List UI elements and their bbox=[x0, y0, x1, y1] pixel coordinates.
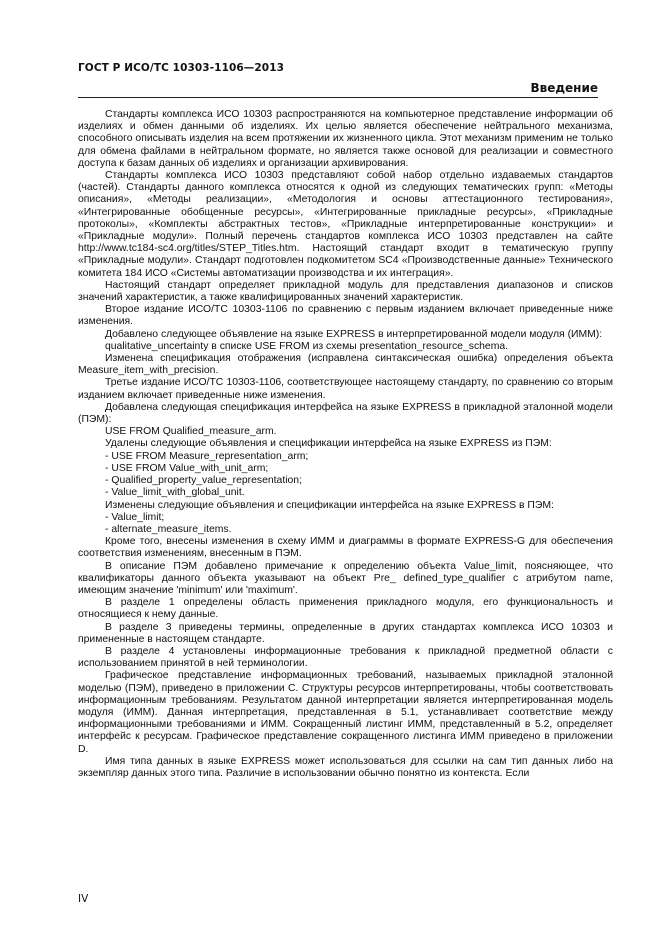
paragraph: Стандарты комплекса ИСО 10303 представляют собой набор отдельно издаваемых стандартов (частей). Стандарты данного комплекса относятся к одной из следующих тематических групп: «Методы описания», «Методы реализации», «Методология и основы аттестационного тестирования», «Интегрированные обобщенные ресурсы», «Интегрированные прикладные ресурсы», «Прикладные протоколы», «Комплекты абстрактных тестов», «Прикладные интерпретированные конструкции» и «Прикладные модули». Полный перечень стандартов комплекса ИСО 10303 представлен на сайте http://www.tc184-sc4.org/titles/STEP_Titles.htm. Настоящий стандарт входит в тематическую группу «Прикладные модули». Стандарт подготовлен подкомитетом SC4 «Производственные данные» Технического комитета 184 ИСО «Системы автоматизации производства и их интеграция». bbox=[78, 170, 613, 279]
paragraph: Удалены следующие объявления и спецификации интерфейса на языке EXPRESS из ПЭМ: bbox=[105, 438, 552, 450]
standard-header: ГОСТ Р ИСО/ТС 10303-1106—2013 bbox=[78, 62, 285, 74]
paragraph: Графическое представление информационных требований, называемых прикладной эталонной моделью (ПЭМ), приведено в приложении С. Структуры ресурсов интерпретированы, чтобы соответствовать информационным требованиям. Результатом данной интерпретации является интерпретированная модель модуля (ИММ). Данная интерпретация, представленная в 5.1, устанавливает соответствие между информационными требованиями и ИММ. Сокращенный листинг ИММ, представленный в 5.2, определяет интерфейс к ресурсам. Графическое представление сокращенного листинга ИММ приведено в приложении D. bbox=[78, 670, 613, 755]
paragraph: В разделе 3 приведены термины, определенные в других стандартах комплекса ИСО 10303 и примененные в настоящем стандарте. bbox=[78, 621, 613, 645]
paragraph: USE FROM Qualified_measure_arm. bbox=[105, 426, 277, 438]
list-item: - USE FROM Value_with_unit_arm; bbox=[78, 463, 613, 475]
paragraph: Изменены следующие объявления и спецификации интерфейса на языке EXPRESS в ПЭМ: bbox=[105, 499, 554, 511]
paragraph: В разделе 4 установлены информационные требования к прикладной предметной области с использованием принятой в ней терминологии. bbox=[78, 645, 613, 670]
paragraph: Стандарты комплекса ИСО 10303 распространяются на компьютерное представление информации об изделиях и обмен данными об изделиях. Их целью является обеспечение нейтрального механизма, способного описывать изделия на всем протяжении их жизненного цикла. Этот механизм применим не только для обмена файлами в нейтральном формате, но является также основой для реализации и совместного доступа к базам данных об изделиях и организации архивирования. bbox=[78, 109, 613, 169]
paragraph: Третье издание ИСО/ТС 10303-1106, соответствующее настоящему стандарту, по сравнению со вторым изданием включает приведенные ниже изменения. bbox=[78, 377, 613, 401]
paragraph: Кроме того, внесены изменения в схему ИММ и диаграммы в формате EXPRESS-G для обеспечения соответствия изменениям, внесенным в ПЭМ. bbox=[78, 536, 613, 560]
paragraph: Изменена спецификация отображения (исправлена синтаксическая ошибка) определения объекта Measure_item_with_precision. bbox=[78, 353, 613, 377]
list-item: - Value_limit_with_global_unit. bbox=[78, 487, 613, 499]
list-item: - Value_limit; bbox=[78, 512, 613, 524]
paragraph: Настоящий стандарт определяет прикладной модуль для представления диапазонов и списков значений характеристик, а также квалифицированных значений характеристик. bbox=[78, 279, 613, 304]
paragraph: Второе издание ИСО/ТС 10303-1106 по сравнению с первым изданием включает приведенные ниже изменения. bbox=[78, 304, 613, 328]
list-item: - Qualified_property_value_representation; bbox=[78, 475, 613, 487]
title-rule bbox=[78, 97, 598, 98]
paragraph: Имя типа данных в языке EXPRESS может использоваться для ссылки на сам тип данных либо на экземпляр данных этого типа. Различие в использовании обычно понятно из контекста. Если bbox=[78, 755, 613, 779]
list-item: - USE FROM Measure_representation_arm; bbox=[78, 451, 613, 463]
paragraph: В описание ПЭМ добавлено примечание к определению объекта Value_limit, поясняющее, что квалификаторы данного объекта указывают на объект Pre_ defined_type_qualifier с атрибутом name, имеющим значение 'minimum' или 'maximum'. bbox=[78, 560, 613, 596]
list-item: - alternate_measure_items. bbox=[78, 524, 613, 536]
paragraph: qualitative_uncertainty в списке USE FROM из схемы presentation_resource_schema. bbox=[105, 340, 509, 352]
section-title: Введение bbox=[530, 81, 598, 95]
paragraph: Добавлено следующее объявление на языке EXPRESS в интерпретированной модели модуля (ИММ): bbox=[105, 328, 603, 340]
paragraph: Добавлена следующая спецификация интерфейса на языке EXPRESS в прикладной эталонной модели (ПЭМ): bbox=[78, 401, 613, 426]
paragraph: В разделе 1 определены область применения прикладного модуля, его функциональность и относящиеся к нему данные. bbox=[78, 597, 613, 621]
page-number: IV bbox=[78, 893, 89, 905]
document-body bbox=[78, 109, 613, 780]
